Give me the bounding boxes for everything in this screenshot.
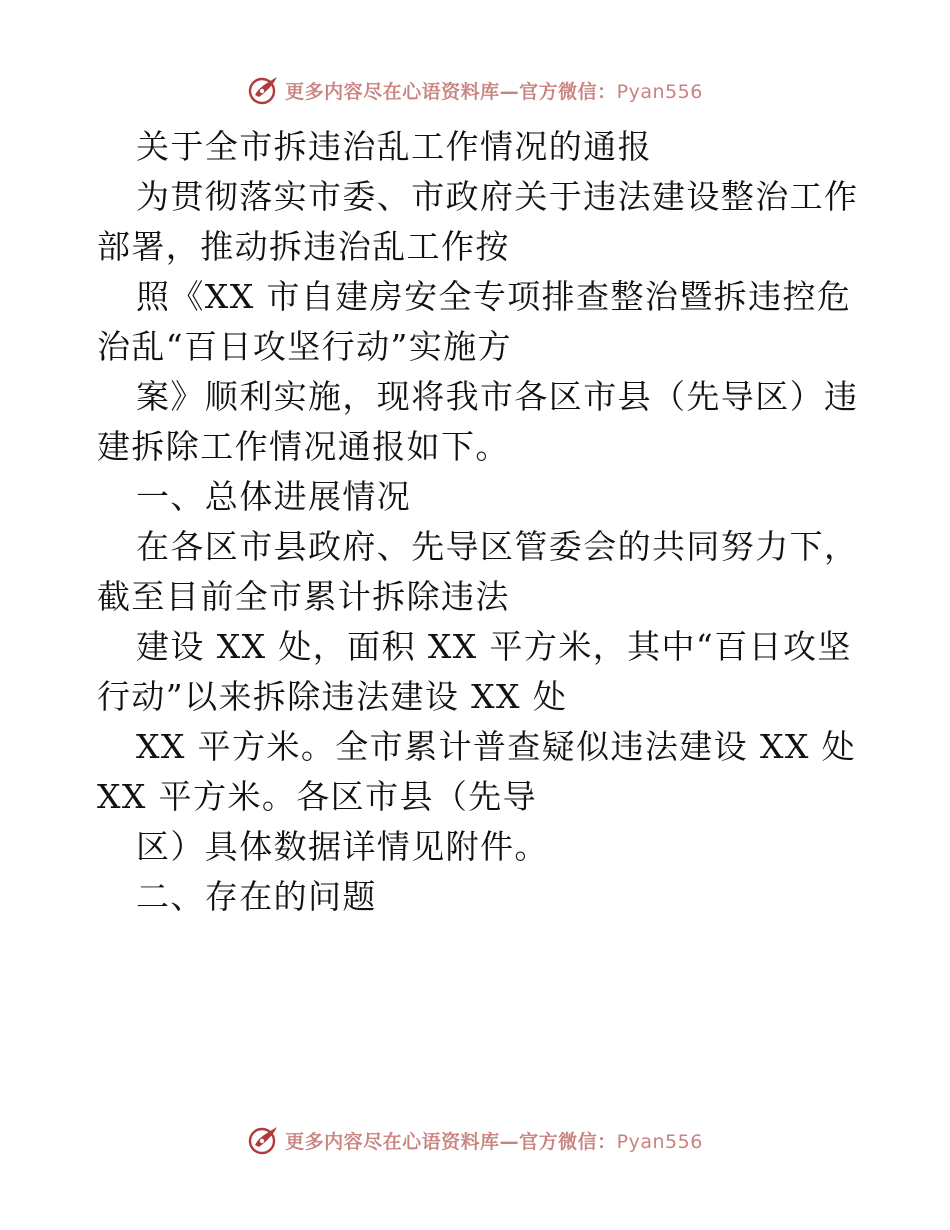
watermark-footer	[0, 1120, 950, 1160]
watermark-text: 更多内容尽在心语资料库—官方微信：Pyan556	[285, 1130, 703, 1153]
section-heading: 二、存在的问题	[136, 877, 377, 916]
paragraph-line: 截至目前全市累计拆除违法	[97, 577, 510, 616]
watermark-header	[0, 70, 950, 110]
paragraph-line: XX 平方米。全市累计普查疑似违法建设 XX 处	[136, 727, 857, 766]
watermark-text: 更多内容尽在心语资料库—官方微信：Pyan556	[285, 80, 703, 103]
paragraph-line: 部署，推动拆违治乱工作按	[97, 227, 510, 266]
paragraph-line: 建设 XX 处，面积 XX 平方米，其中“百日攻坚	[136, 627, 852, 666]
paragraph-line: 行动”以来拆除违法建设 XX 处	[97, 677, 568, 716]
paragraph-line: 区）具体数据详情见附件。	[136, 827, 549, 866]
paragraph-line: XX 平方米。各区市县（先导	[97, 777, 538, 816]
paragraph-line: 在各区市县政府、先导区管委会的共同努力下，	[136, 527, 859, 566]
document-title: 关于全市拆违治乱工作情况的通报	[136, 127, 652, 166]
pen-nib-icon	[247, 73, 281, 107]
paragraph-line: 为贯彻落实市委、市政府关于违法建设整治工作	[136, 177, 859, 216]
section-heading: 一、总体进展情况	[136, 477, 412, 516]
paragraph-line: 案》顺利实施，现将我市各区市县（先导区）违	[136, 377, 859, 416]
paragraph-line: 建拆除工作情况通报如下。	[97, 427, 510, 466]
paragraph-line: 治乱“百日攻坚行动”实施方	[97, 327, 512, 366]
pen-nib-icon	[247, 1123, 281, 1157]
paragraph-line: 照《XX 市自建房安全专项排查整治暨拆违控危	[136, 277, 852, 316]
document-body	[97, 122, 857, 922]
